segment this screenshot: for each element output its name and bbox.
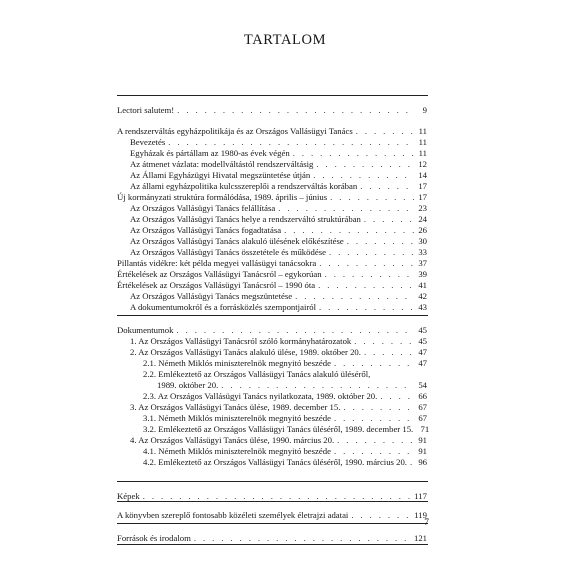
toc-entry-label: Az Állami Egyházügyi Hivatal megszüntetése útján	[130, 170, 311, 180]
toc-entry-label: Az Országos Vallásügyi Tanács alakuló ülésének előkészítése	[130, 236, 344, 246]
toc-entry-label: Az Országos Vallásügyi Tanács megszüntetése	[130, 291, 293, 301]
toc-entry-label: Új kormányzati struktúra formálódása, 1989. április – június	[117, 192, 328, 202]
section-rule	[117, 315, 428, 316]
toc-entry-page: 11	[418, 126, 427, 136]
toc-entry-label: Lectori salutem!	[117, 105, 175, 115]
toc-entry	[143, 456, 427, 468]
toc-entry-page: 24	[418, 214, 427, 224]
toc-entry-label: Az Országos Vallásügyi Tanács felállítása	[130, 203, 276, 213]
toc-entry-label: 4. Az Országos Vallásügyi Tanács ülése, 1990. március 20.	[130, 435, 335, 445]
toc-entry-page: 119	[414, 510, 427, 520]
dot-leader	[319, 301, 414, 313]
toc-entry-page: 47	[418, 347, 427, 357]
toc-entry-label: A könyvben szereplő fontosabb közéleti személyek életrajzi adatai	[117, 510, 349, 520]
toc-entry-label: Az átmenet vázlata: modellváltástól rendszerváltásig	[130, 159, 314, 169]
dot-leader	[410, 456, 414, 468]
toc-entry-page: 121	[413, 533, 427, 543]
toc-entry-page: 47	[418, 358, 427, 368]
toc-entry-label: Képek	[117, 491, 140, 501]
toc-entry-page: 17	[418, 192, 427, 202]
toc-entry-label: 1989. október 20.	[157, 380, 219, 390]
page-title: TARTALOM	[243, 32, 327, 48]
section-rule	[117, 481, 428, 482]
toc-entry-label: Az Országos Vallásügyi Tanács fogadtatása	[130, 225, 282, 235]
toc-entry-label: Értékelések az Országos Vallásügyi Tanácsról – 1990 óta	[117, 280, 316, 290]
toc-entry-page: 71	[420, 424, 430, 434]
toc-entry-page: 43	[418, 302, 427, 312]
toc-entry-label: Az Országos Vallásügyi Tanács helye a rendszerváltó struktúrában	[130, 214, 361, 224]
toc-entry-page: 54	[418, 380, 427, 390]
toc-entry-label: 4.2. Emlékeztető az Országos Vallásügyi Tanács üléséről, 1990. március 20.	[143, 457, 407, 467]
toc-entry-label: Pillantás vidékre: két példa megyei vallásügyi tanácsokra	[117, 258, 317, 268]
toc-entry-page: 11	[418, 148, 427, 158]
toc-entry-label: Dokumentumok	[117, 325, 174, 335]
toc-entry-label: 2. Az Országos Vallásügyi Tanács alakuló ülése, 1989. október 20.	[130, 347, 361, 357]
dot-leader	[177, 104, 414, 116]
toc-entry-page: 14	[418, 170, 427, 180]
toc-entry-page: 96	[418, 457, 427, 467]
toc-entry-page: 117	[414, 491, 427, 501]
toc-entry-label: A rendszerváltás egyházpolitikája és az Országos Vallásügyi Tanács	[117, 126, 353, 136]
toc-entry	[130, 301, 427, 313]
toc-entry-label: 3.1. Németh Miklós miniszterelnök megnyitó beszéde	[143, 413, 331, 423]
toc-entry-page: 26	[418, 225, 427, 235]
toc-entry-label: 2.1. Németh Miklós miniszterelnök megnyitó beszéde	[143, 358, 331, 368]
toc-entry-page: 30	[418, 236, 427, 246]
toc-entry-label: 1. Az Országos Vallásügyi Tanácsról szóló kormányhatározatok	[130, 336, 352, 346]
toc-entry-page: 41	[418, 280, 427, 290]
toc-entry-label: 3. Az Országos Vallásügyi Tanács ülése, 1989. december 15.	[130, 402, 341, 412]
toc-entry	[117, 104, 427, 116]
toc-entry-page: 23	[418, 203, 427, 213]
toc-entry-page: 37	[418, 258, 427, 268]
section-rule	[117, 523, 428, 524]
toc-entry-label: Az Országos Vallásügyi Tanács összetétele és működése	[130, 247, 326, 257]
toc-entry-page: 91	[418, 435, 427, 445]
page-number: 7	[424, 518, 429, 528]
toc-entry-page: 91	[418, 446, 427, 456]
toc-entry-label: 3.2. Emlékeztető az Országos Vallásügyi Tanács üléséről, 1989. december 15.	[143, 424, 414, 434]
toc-entry-label: 2.2. Emlékeztető az Országos Vallásügyi Tanács alakuló üléséről,	[143, 369, 371, 379]
section-rule	[117, 544, 428, 545]
toc-entry-page: 17	[418, 181, 427, 191]
dot-leader	[194, 532, 411, 544]
toc-entry-page: 67	[418, 402, 427, 412]
toc-entry-page: 66	[418, 391, 427, 401]
toc-entry-page: 33	[418, 247, 427, 257]
toc-entry-label: Bevezetés	[130, 137, 166, 147]
toc-entry-page: 67	[418, 413, 427, 423]
toc-entry-page: 9	[422, 105, 427, 115]
dot-leader	[351, 509, 411, 521]
toc-entry-page: 42	[418, 291, 427, 301]
toc-entry-label: Értékelések az Országos Vallásügyi Tanácsról – egykorúan	[117, 269, 322, 279]
toc-entry-page: 11	[418, 137, 427, 147]
toc-entry	[117, 509, 427, 521]
toc-entry-page: 12	[418, 159, 427, 169]
toc-entry-page: 39	[418, 269, 427, 279]
toc-entry-page: 45	[418, 336, 427, 346]
toc-entry-label: Források és irodalom	[117, 533, 191, 543]
toc-entry-label: 2.3. Az Országos Vallásügyi Tanács nyilatkozata, 1989. október 20.	[143, 391, 378, 401]
toc-entry	[117, 532, 427, 544]
toc-entry-label: Egyházak és pártállam az 1980-as évek végén	[130, 148, 290, 158]
toc-entry-label: A dokumentumokról és a forrásközlés szempontjairól	[130, 302, 317, 312]
toc-entry-label: Az állami egyházpolitika kulcsszereplői a rendszerváltás korában	[130, 181, 358, 191]
toc-entry-page: 45	[418, 325, 427, 335]
section-rule	[117, 501, 428, 502]
toc-entry-label: 4.1. Németh Miklós miniszterelnök megnyitó beszéde	[143, 446, 331, 456]
